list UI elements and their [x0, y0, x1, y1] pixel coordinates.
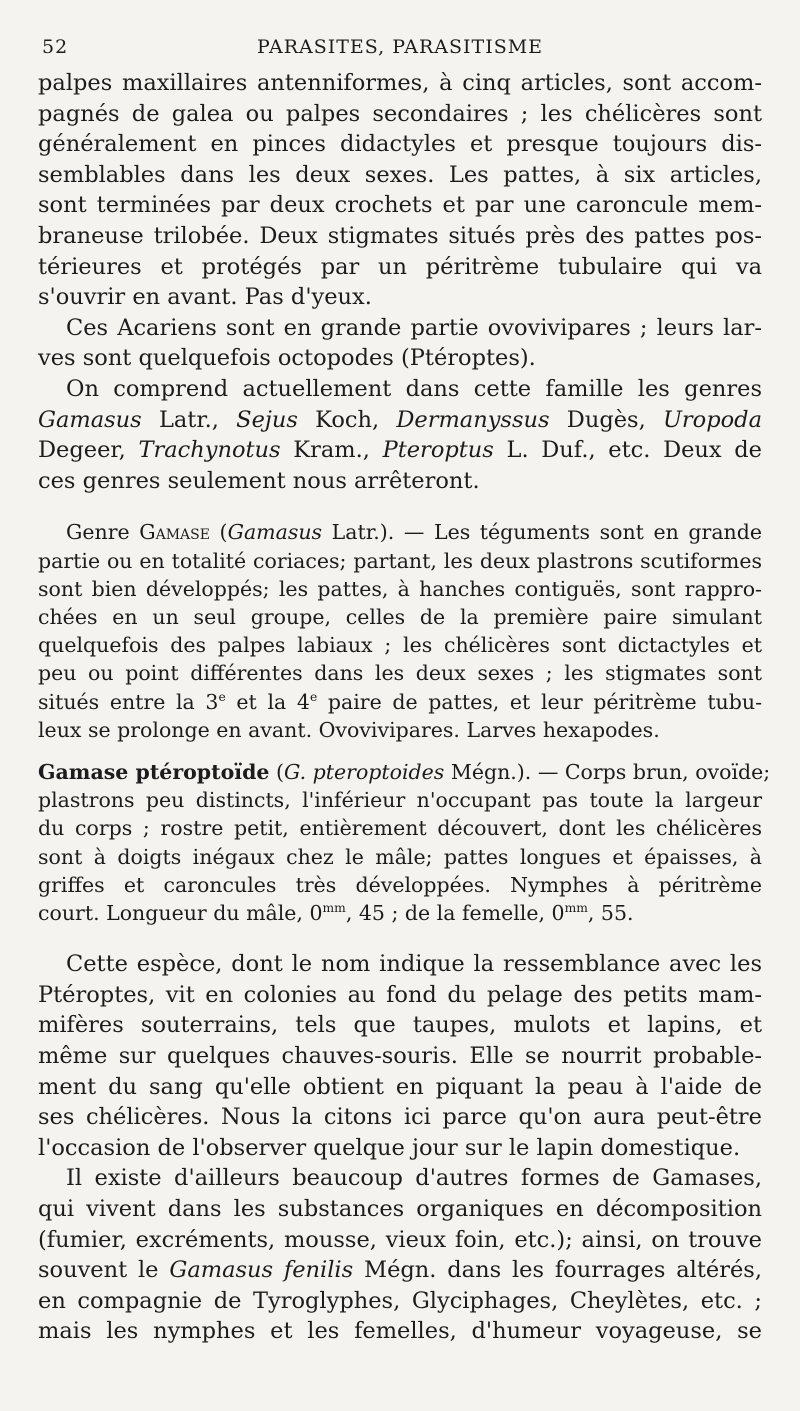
text-line: [38, 518, 762, 546]
text-span: court. Longueur du mâle, 0: [38, 900, 323, 925]
paragraph-family-description: [38, 68, 762, 99]
text-line: mifères souterrains, tels que taupes, mulots et lapins, et: [38, 1012, 762, 1039]
text-line: [38, 899, 762, 927]
text-line: [38, 435, 762, 466]
paragraph-species-ecology: [38, 949, 762, 1163]
page-number: 52: [42, 36, 69, 58]
running-title: PARASITES, PARASITISME: [256, 36, 544, 58]
genus-name: Gamasus: [38, 406, 142, 433]
text-lines: [38, 786, 762, 899]
text-line: ses chélicères. Nous la citons ici parce qu'on aura peut-être: [38, 1104, 762, 1131]
text-span: situés entre la 3: [38, 689, 219, 714]
text-line: ces genres seulement nous arrêteront.: [38, 467, 480, 494]
paragraph-ovoviviparous: [38, 313, 762, 374]
text-line: Cette espèce, dont le nom indique la ressemblance avec les: [66, 951, 762, 978]
text-line: griffes et caroncules très développées. Nymphes à péritrème: [38, 872, 762, 897]
text-span: Dugès,: [549, 406, 663, 433]
text-span: Mégn. dans les fourrages altérés,: [353, 1257, 762, 1284]
superscript: e: [309, 689, 318, 704]
text-line: ment du sang qu'elle obtient en piquant la peau à l'aide de: [38, 1073, 762, 1100]
text-line: On comprend actuellement dans cette famille les genres: [66, 375, 762, 402]
genus-name: Pteroptus: [382, 437, 494, 464]
text-line: térieures et protégés par un péritrème tubulaire qui va: [38, 253, 762, 280]
text-span: Mégn.). — Corps brun, ovoïde;: [444, 759, 771, 784]
genus-name: Uropoda: [662, 406, 762, 433]
text-line: (fumier, excréments, mousse, vieux foin, etc.); ainsi, on trouve: [38, 1226, 762, 1253]
superscript: mm: [564, 901, 588, 916]
species-heading: Gamase ptéroptoïde: [38, 759, 270, 784]
text-line: sont à doigts inégaux chez le mâle; pattes longues et épaisses, à: [38, 844, 762, 869]
latin-name: Gamasus fenilis: [169, 1257, 354, 1284]
text-line: sont bien développés; les pattes, à hanches contiguës, sont rappro-: [38, 576, 762, 601]
text-line: du corps ; rostre petit, entièrement découvert, dont les chélicères: [38, 816, 762, 841]
text-span: Degeer,: [38, 437, 139, 464]
text-span: Kram.,: [280, 437, 383, 464]
paragraph-genre-gamase: [38, 518, 762, 744]
text-span: (: [209, 520, 228, 545]
text-line: Il existe d'ailleurs beaucoup d'autres formes de Gamases,: [66, 1165, 762, 1192]
latin-name: Gamasus: [227, 520, 323, 545]
text-line: ves sont quelquefois octopodes (Ptéroptes).: [38, 345, 536, 372]
text-span: (: [269, 759, 284, 784]
text-span: et la 4: [225, 689, 310, 714]
text-span: paire de pattes, et leur péritrème tubu-: [317, 689, 763, 714]
paragraph-genera: [38, 374, 762, 496]
text-line: l'occasion de l'observer quelque jour sur le lapin domestique.: [38, 1134, 741, 1161]
text-line: palpes maxillaires antenniformes, à cinq articles, sont accom-: [38, 70, 762, 96]
text-span: , 45 ; de la femelle, 0: [345, 900, 565, 925]
text-line: généralement en pinces didactyles et presque toujours dis-: [38, 131, 762, 158]
paragraph-characters: [38, 99, 762, 313]
text-line: Ces Acariens sont en grande partie ovovivipares ; leurs lar-: [66, 314, 762, 341]
text-span: Latr.,: [141, 406, 237, 433]
superscript: e: [218, 689, 226, 704]
text-line: en compagnie de Tyroglyphes, Glyciphages, Cheylètes, etc. ;: [38, 1287, 762, 1314]
text-line: quelquefois des palpes labiaux ; les chélicères sont dictactyles et: [38, 633, 762, 658]
text-line: s'ouvrir en avant. Pas d'yeux.: [38, 284, 372, 311]
superscript: mm: [322, 901, 346, 916]
genus-name: Trachynotus: [138, 437, 281, 464]
text-span: Genre: [66, 520, 140, 545]
text-line: même sur quelques chauves-souris. Elle se nourrit probable-: [38, 1042, 762, 1069]
text-span: Koch,: [297, 406, 397, 433]
paragraph-gamase-pteroptoide: [38, 758, 771, 927]
text-line: mais les nymphes et les femelles, d'humeur voyageuse, se: [38, 1318, 762, 1345]
text-line: chées en un seul groupe, celles de la première paire simulant: [38, 604, 762, 629]
text-line: [38, 758, 771, 786]
genus-heading: Gamase: [139, 520, 210, 545]
paragraph-other-gamases: [38, 1163, 762, 1347]
text-line: [38, 688, 762, 716]
text-span: souvent le: [38, 1257, 170, 1284]
genus-name: Dermanyssus: [396, 406, 550, 433]
text-line: peu ou point différentes dans les deux sexes ; les stigmates sont: [38, 661, 762, 686]
running-head: [38, 28, 762, 68]
latin-name: G. pteroptoides: [283, 759, 445, 784]
text-line: sont terminées par deux crochets et par une caroncule mem-: [38, 192, 762, 219]
text-line: [38, 405, 762, 436]
text-line: leux se prolonge en avant. Ovovivipares. Larves hexapodes.: [38, 717, 660, 742]
text-line: braneuse trilobée. Deux stigmates situés près des pattes pos-: [38, 222, 762, 249]
text-span: Latr.). — Les téguments sont en grande: [322, 520, 763, 545]
genus-name: Sejus: [236, 406, 298, 433]
text-line: qui vivent dans les substances organiques en décomposition: [38, 1195, 762, 1222]
text-line: semblables dans les deux sexes. Les pattes, à six articles,: [38, 161, 762, 188]
text-line: Ptéroptes, vit en colonies au fond du pelage des petits mam-: [38, 981, 762, 1008]
text-lines: [38, 1163, 762, 1255]
text-line: [38, 1255, 762, 1286]
text-line: pagnés de galea ou palpes secondaires ; les chélicères sont: [38, 100, 762, 127]
text-lines: [38, 547, 762, 688]
text-span: L. Duf., etc. Deux de: [493, 437, 762, 464]
text-span: , 55.: [587, 900, 634, 925]
text-line: plastrons peu distincts, l'inférieur n'occupant pas toute la largeur: [38, 788, 762, 813]
text-line: partie ou en totalité coriaces; partant, les deux plastrons scutiformes: [38, 548, 762, 573]
